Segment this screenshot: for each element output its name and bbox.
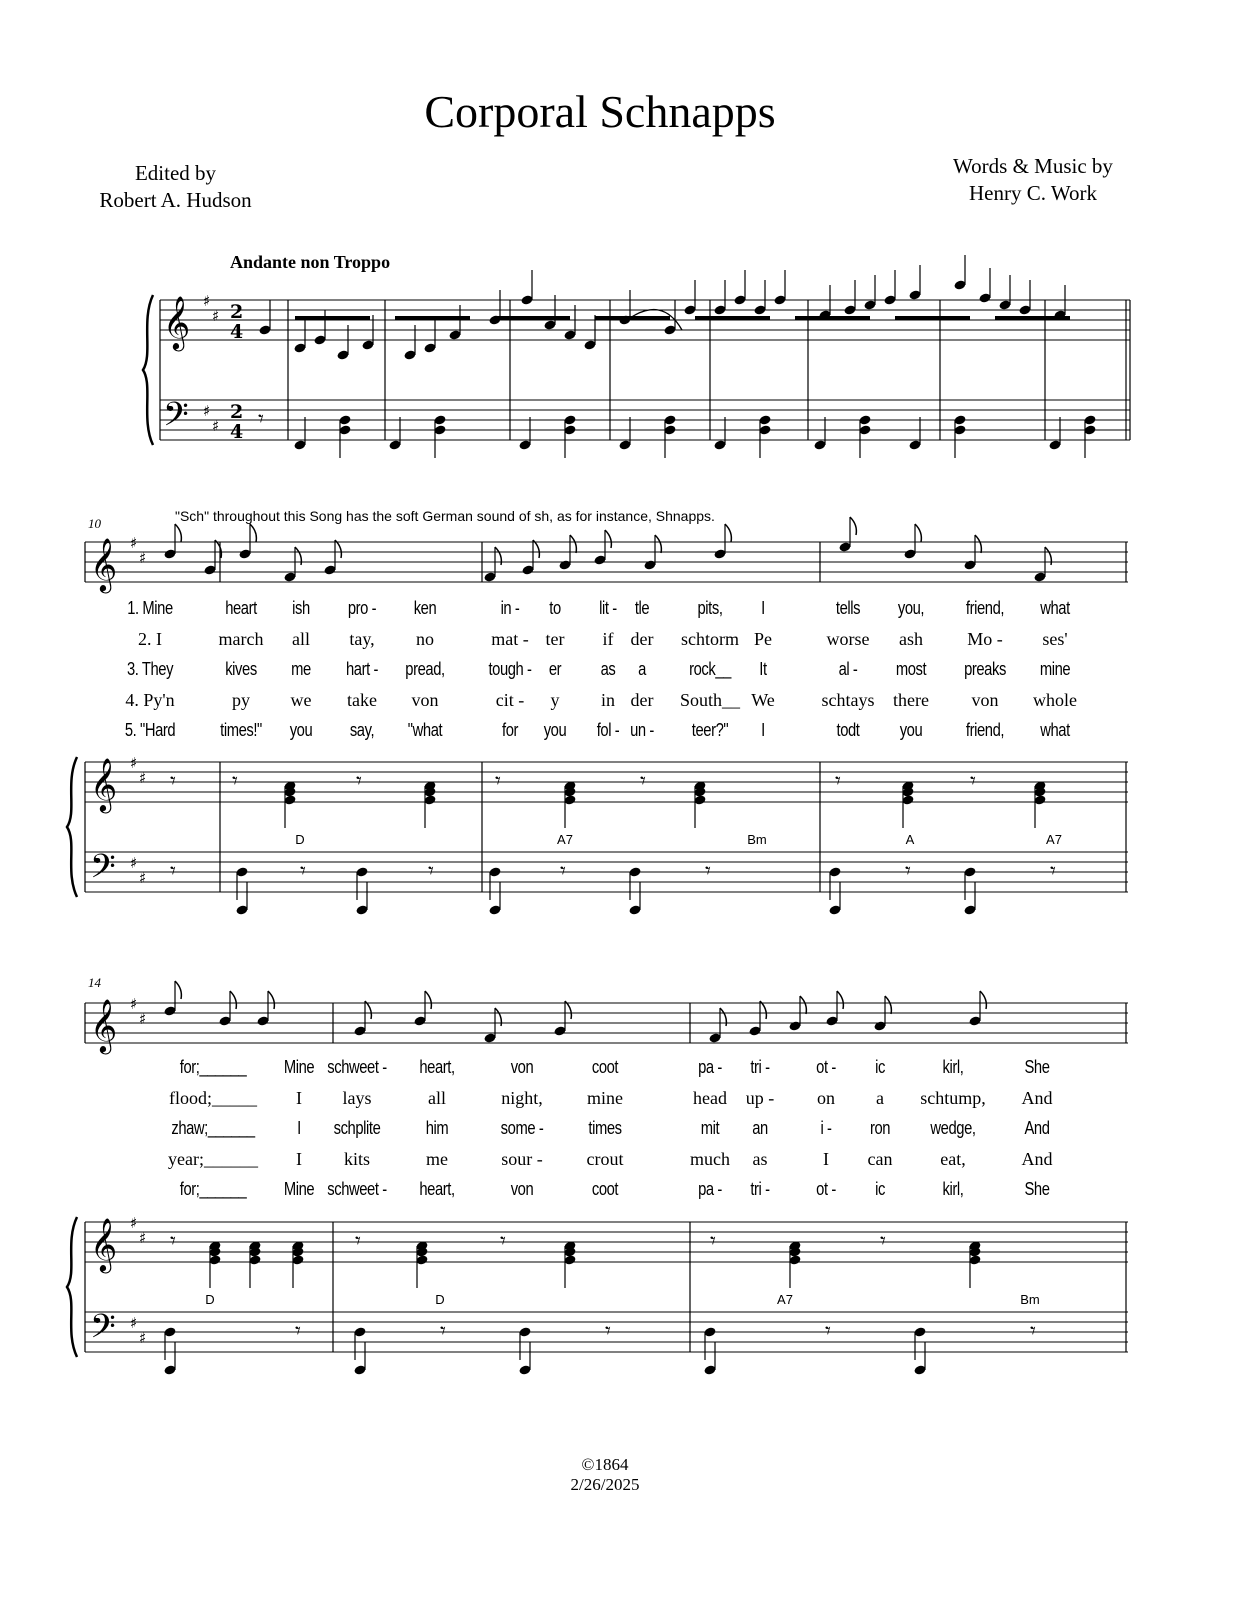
note-flag bbox=[915, 524, 921, 542]
note-flag bbox=[533, 540, 539, 558]
chord-symbol: D bbox=[435, 1292, 445, 1307]
lyric-word: head bbox=[693, 1087, 727, 1108]
lyric-word: lit - bbox=[599, 598, 617, 618]
lyric-word: kirl, bbox=[942, 1179, 964, 1199]
lyric-word: him bbox=[425, 1118, 449, 1138]
sharp-icon: ♯ bbox=[130, 854, 138, 872]
lyric-word: tough - bbox=[488, 659, 532, 679]
copyright-year: ©1864 bbox=[581, 1455, 629, 1474]
lyric-word: coot bbox=[591, 1057, 619, 1077]
piano-treble-staff bbox=[85, 1222, 1128, 1262]
lyric-word: And bbox=[1021, 1148, 1053, 1169]
note-flag bbox=[565, 1001, 571, 1019]
lyric-word: wedge, bbox=[930, 1118, 976, 1138]
treble-clef-icon: 𝄞 bbox=[90, 1217, 118, 1271]
lyric-word: night, bbox=[501, 1087, 543, 1108]
lyric-word: And bbox=[1024, 1118, 1050, 1138]
editor-name: Robert A. Hudson bbox=[99, 188, 252, 212]
lyric-word: cit - bbox=[495, 689, 525, 710]
eighth-rest-icon: 𝄾 bbox=[495, 769, 501, 794]
lyric-word: kives bbox=[225, 659, 257, 679]
lyric-word: crout bbox=[586, 1148, 624, 1169]
lyric-word: She bbox=[1024, 1179, 1050, 1199]
lyric-word: tells bbox=[835, 598, 861, 618]
lyric-word: mit bbox=[700, 1118, 720, 1138]
lyric-word: you, bbox=[897, 598, 925, 618]
sharp-icon: ♯ bbox=[130, 754, 138, 772]
lyric-word: ot - bbox=[816, 1179, 836, 1199]
lyric-word: for;______ bbox=[179, 1057, 247, 1077]
lyric-word: ot - bbox=[816, 1057, 836, 1077]
note-flag bbox=[885, 996, 891, 1014]
lyric-word: ron bbox=[869, 1118, 891, 1138]
lyric-word: can bbox=[867, 1148, 893, 1169]
lyric-word: tri - bbox=[750, 1057, 770, 1077]
lyric-word: no bbox=[416, 628, 434, 649]
eighth-rest-icon: 𝄾 bbox=[560, 859, 566, 884]
lyric-word: all bbox=[292, 628, 310, 649]
lyric-word: eat, bbox=[940, 1148, 966, 1169]
time-signature-bottom: 4 bbox=[230, 321, 244, 343]
sharp-icon: ♯ bbox=[139, 769, 147, 787]
eighth-rest-icon: 𝄾 bbox=[1030, 1319, 1036, 1344]
lyric-word: if bbox=[602, 628, 614, 649]
lyric-word: you bbox=[543, 720, 567, 740]
lyric-word: some - bbox=[500, 1118, 544, 1138]
lyric-word: ish bbox=[292, 598, 310, 618]
bass-clef-icon: 𝄢 bbox=[90, 848, 116, 894]
footer bbox=[0, 1455, 1210, 1495]
eighth-rest-icon: 𝄾 bbox=[970, 769, 976, 794]
note-flag bbox=[268, 991, 274, 1009]
lyric-word: on bbox=[817, 1087, 835, 1108]
lyric-word: tle bbox=[634, 598, 650, 618]
sharp-icon: ♯ bbox=[212, 417, 220, 435]
lyric-word: tri - bbox=[750, 1179, 770, 1199]
lyric-word: ic bbox=[875, 1179, 885, 1199]
lyric-word: kirl, bbox=[942, 1057, 964, 1077]
lyric-word: I bbox=[296, 1148, 302, 1169]
sharp-icon: ♯ bbox=[130, 995, 138, 1013]
sharp-icon: ♯ bbox=[139, 1329, 147, 1347]
lyric-word: rock__ bbox=[689, 659, 731, 679]
chord-symbol: A7 bbox=[1046, 832, 1062, 847]
note-flag bbox=[175, 981, 181, 999]
sharp-icon: ♯ bbox=[139, 869, 147, 887]
lyric-word: mat - bbox=[491, 628, 529, 649]
lyric-word: coot bbox=[591, 1179, 619, 1199]
lyric-word: schtays bbox=[821, 689, 875, 710]
eighth-rest-icon: 𝄾 bbox=[428, 859, 434, 884]
lyric-word: schtorm bbox=[681, 628, 739, 649]
lyric-word: I bbox=[823, 1148, 829, 1169]
chord-symbol: Bm bbox=[1020, 1292, 1040, 1307]
lyric-word: kits bbox=[343, 1148, 371, 1169]
eighth-rest-icon: 𝄾 bbox=[905, 859, 911, 884]
eighth-rest-icon: 𝄾 bbox=[880, 1229, 886, 1254]
lyric-word: march bbox=[218, 628, 264, 649]
eighth-rest-icon: 𝄾 bbox=[710, 1229, 716, 1254]
lyric-word: ken bbox=[413, 598, 437, 618]
eighth-rest-icon: 𝄾 bbox=[170, 769, 176, 794]
note-flag bbox=[850, 517, 856, 535]
chord-symbol: D bbox=[295, 832, 305, 847]
lyric-word: i - bbox=[820, 1118, 832, 1138]
lyric-word: lays bbox=[342, 1087, 372, 1108]
brace-icon bbox=[67, 757, 77, 897]
eighth-rest-icon: 𝄾 bbox=[356, 769, 362, 794]
lyric-word: as bbox=[752, 1148, 768, 1169]
sharp-icon: ♯ bbox=[139, 1229, 147, 1247]
measure-number: 14 bbox=[88, 975, 101, 990]
lyric-word: you bbox=[899, 720, 923, 740]
lyric-word: preaks bbox=[964, 659, 1006, 679]
lyric-word: der bbox=[630, 689, 654, 710]
lyric-word: von bbox=[510, 1057, 534, 1077]
lyric-word: schweet - bbox=[327, 1057, 387, 1077]
lyric-word: there bbox=[893, 689, 929, 710]
lyric-word: what bbox=[1040, 720, 1070, 740]
lyric-word: schplite bbox=[333, 1118, 381, 1138]
lyric-word: a bbox=[638, 659, 646, 679]
eighth-rest-icon: 𝄾 bbox=[640, 769, 646, 794]
lyric-word: all bbox=[428, 1087, 446, 1108]
lyric-word: py bbox=[232, 689, 250, 710]
eighth-rest-icon: 𝄾 bbox=[705, 859, 711, 884]
song-title: Corporal Schnapps bbox=[424, 86, 776, 137]
sharp-icon: ♯ bbox=[203, 292, 211, 310]
lyric-word: me bbox=[291, 659, 311, 679]
lyric-word: me bbox=[426, 1148, 448, 1169]
note-flag bbox=[655, 535, 661, 553]
lyric-word: worse bbox=[826, 628, 870, 649]
chord-symbol: D bbox=[205, 1292, 215, 1307]
lyric-word: 4. Py'n bbox=[125, 689, 175, 710]
performance-note: "Sch" throughout this Song has the soft German sound of sh, as for instance, Shnapps. bbox=[175, 508, 715, 524]
lyric-word: todt bbox=[836, 720, 860, 740]
lyric-word: And bbox=[1021, 1087, 1053, 1108]
eighth-rest-icon: 𝄾 bbox=[258, 407, 264, 432]
treble-clef-icon: 𝄞 bbox=[90, 998, 118, 1052]
treble-clef-icon: 𝄞 bbox=[90, 757, 118, 811]
chord-symbol: Bm bbox=[747, 832, 767, 847]
lyric-word: take bbox=[347, 689, 377, 710]
lyric-word: times bbox=[588, 1118, 622, 1138]
lyric-word: whole bbox=[1033, 689, 1077, 710]
treble-clef-icon: 𝄞 bbox=[90, 537, 118, 591]
bass-clef-icon: 𝄢 bbox=[163, 396, 189, 442]
lyric-word: fol - bbox=[596, 720, 620, 740]
lyric-word: Mine bbox=[283, 1057, 315, 1077]
lyric-word: I bbox=[761, 598, 765, 618]
lyric-word: ash bbox=[899, 628, 923, 649]
lyric-word: as bbox=[600, 659, 616, 679]
lyric-word: friend, bbox=[965, 598, 1005, 618]
time-signature-top: 2 bbox=[230, 401, 244, 423]
lyric-word: sour - bbox=[501, 1148, 543, 1169]
chord-symbol: A7 bbox=[777, 1292, 793, 1307]
lyric-word: pa - bbox=[698, 1179, 722, 1199]
eighth-rest-icon: 𝄾 bbox=[500, 1229, 506, 1254]
note-flag bbox=[335, 540, 341, 558]
note-flag bbox=[837, 991, 843, 1009]
lyric-word: heart, bbox=[419, 1057, 455, 1077]
sharp-icon: ♯ bbox=[130, 1214, 138, 1232]
sharp-icon: ♯ bbox=[139, 549, 147, 567]
eighth-rest-icon: 𝄾 bbox=[295, 1319, 301, 1344]
lyric-word: Pe bbox=[754, 628, 772, 649]
lyric-word: teer?" bbox=[691, 720, 729, 740]
note-flag bbox=[975, 535, 981, 553]
lyric-word: a bbox=[876, 1087, 884, 1108]
eighth-rest-icon: 𝄾 bbox=[355, 1229, 361, 1254]
lyric-word: 1. Mine bbox=[127, 598, 173, 618]
eighth-rest-icon: 𝄾 bbox=[1050, 859, 1056, 884]
lyric-word: 3. They bbox=[126, 659, 174, 679]
measure-number: 10 bbox=[88, 516, 101, 531]
sharp-icon: ♯ bbox=[212, 307, 220, 325]
lyric-word: in - bbox=[500, 598, 520, 618]
lyric-word: von bbox=[971, 689, 999, 710]
lyric-word: pa - bbox=[698, 1057, 722, 1077]
print-date: 2/26/2025 bbox=[570, 1475, 640, 1494]
sharp-icon: ♯ bbox=[139, 1010, 147, 1028]
lyric-word: schweet - bbox=[327, 1179, 387, 1199]
lyric-word: ses' bbox=[1042, 628, 1068, 649]
lyric-word: 5. "Hard bbox=[124, 720, 176, 740]
note-flag bbox=[725, 524, 731, 542]
editor-label: Edited by bbox=[134, 161, 217, 185]
lyric-word: heart bbox=[225, 598, 257, 618]
eighth-rest-icon: 𝄾 bbox=[835, 769, 841, 794]
lyric-word: times!" bbox=[220, 720, 262, 740]
lyric-word: un - bbox=[630, 720, 654, 740]
lyric-word: pread, bbox=[405, 659, 445, 679]
lyric-word: Mine bbox=[283, 1179, 315, 1199]
lyric-word: year;______ bbox=[168, 1148, 258, 1169]
brace-icon bbox=[67, 1217, 77, 1357]
eighth-rest-icon: 𝄾 bbox=[300, 859, 306, 884]
lyric-word: I bbox=[761, 720, 765, 740]
lyric-word: say, bbox=[349, 720, 375, 740]
note-flag bbox=[250, 524, 256, 542]
lyric-word: South__ bbox=[679, 689, 741, 710]
lyric-word: schtump, bbox=[920, 1087, 986, 1108]
lyric-word: 2. I bbox=[138, 628, 162, 649]
note-flag bbox=[425, 991, 431, 1009]
chord-symbol: A7 bbox=[557, 832, 573, 847]
lyric-word: for;______ bbox=[179, 1179, 247, 1199]
treble-clef-icon: 𝄞 bbox=[163, 295, 191, 349]
lyric-word: you bbox=[289, 720, 313, 740]
chord-symbol: A bbox=[905, 832, 915, 847]
lyric-word: most bbox=[895, 659, 927, 679]
lyric-word: von bbox=[411, 689, 439, 710]
note-flag bbox=[175, 524, 181, 542]
note-flag bbox=[980, 991, 986, 1009]
lyric-word: up - bbox=[745, 1087, 775, 1108]
lyric-word: in bbox=[600, 689, 616, 710]
lyric-word: heart, bbox=[419, 1179, 455, 1199]
lyric-word: I bbox=[297, 1118, 301, 1138]
composer-name: Henry C. Work bbox=[969, 181, 1097, 205]
lyric-word: We bbox=[751, 689, 775, 710]
lyric-word: tay, bbox=[349, 628, 375, 649]
eighth-rest-icon: 𝄾 bbox=[825, 1319, 831, 1344]
sharp-icon: ♯ bbox=[130, 534, 138, 552]
lyric-word: y bbox=[550, 689, 560, 710]
lyric-word: ic bbox=[875, 1057, 885, 1077]
lyric-word: "what bbox=[407, 720, 443, 740]
bass-clef-icon: 𝄢 bbox=[90, 1308, 116, 1354]
lyric-word: er bbox=[548, 659, 562, 679]
eighth-rest-icon: 𝄾 bbox=[440, 1319, 446, 1344]
lyric-word: der bbox=[630, 628, 654, 649]
composer-label: Words & Music by bbox=[953, 154, 1113, 178]
lyric-word: Mo - bbox=[967, 628, 1003, 649]
lyric-word: to bbox=[549, 598, 561, 618]
lyric-word: for bbox=[501, 720, 519, 740]
lyric-word: She bbox=[1024, 1057, 1050, 1077]
lyric-word: mine bbox=[1039, 659, 1071, 679]
lyric-word: what bbox=[1040, 598, 1070, 618]
note-flag bbox=[570, 535, 576, 553]
lyric-word: an bbox=[752, 1118, 768, 1138]
tempo-marking: Andante non Troppo bbox=[230, 252, 391, 272]
lyric-word: friend, bbox=[965, 720, 1005, 740]
lyric-word: flood;_____ bbox=[169, 1087, 257, 1108]
lyric-word: pro - bbox=[347, 598, 377, 618]
lyric-word: al - bbox=[838, 659, 858, 679]
lyric-word: we bbox=[290, 689, 312, 710]
lyric-word: It bbox=[759, 659, 767, 679]
note-flag bbox=[760, 1001, 766, 1019]
note-flag bbox=[800, 996, 806, 1014]
lyric-word: hart - bbox=[346, 659, 378, 679]
lyric-word: von bbox=[510, 1179, 534, 1199]
lyric-word: ter bbox=[545, 628, 565, 649]
lyric-word: zhaw;______ bbox=[171, 1118, 255, 1138]
eighth-rest-icon: 𝄾 bbox=[170, 1229, 176, 1254]
time-signature-bottom: 4 bbox=[230, 421, 244, 443]
lyric-word: I bbox=[296, 1087, 302, 1108]
lyric-word: mine bbox=[587, 1087, 623, 1108]
brace-icon bbox=[143, 295, 153, 445]
eighth-rest-icon: 𝄾 bbox=[170, 859, 176, 884]
note-flag bbox=[605, 530, 611, 548]
eighth-rest-icon: 𝄾 bbox=[232, 769, 238, 794]
sharp-icon: ♯ bbox=[203, 402, 211, 420]
lyric-word: much bbox=[690, 1148, 730, 1169]
time-signature-top: 2 bbox=[230, 301, 244, 323]
note-flag bbox=[365, 1001, 371, 1019]
eighth-rest-icon: 𝄾 bbox=[605, 1319, 611, 1344]
sharp-icon: ♯ bbox=[130, 1314, 138, 1332]
lyric-word: pits, bbox=[697, 598, 723, 618]
note-flag bbox=[230, 991, 236, 1009]
